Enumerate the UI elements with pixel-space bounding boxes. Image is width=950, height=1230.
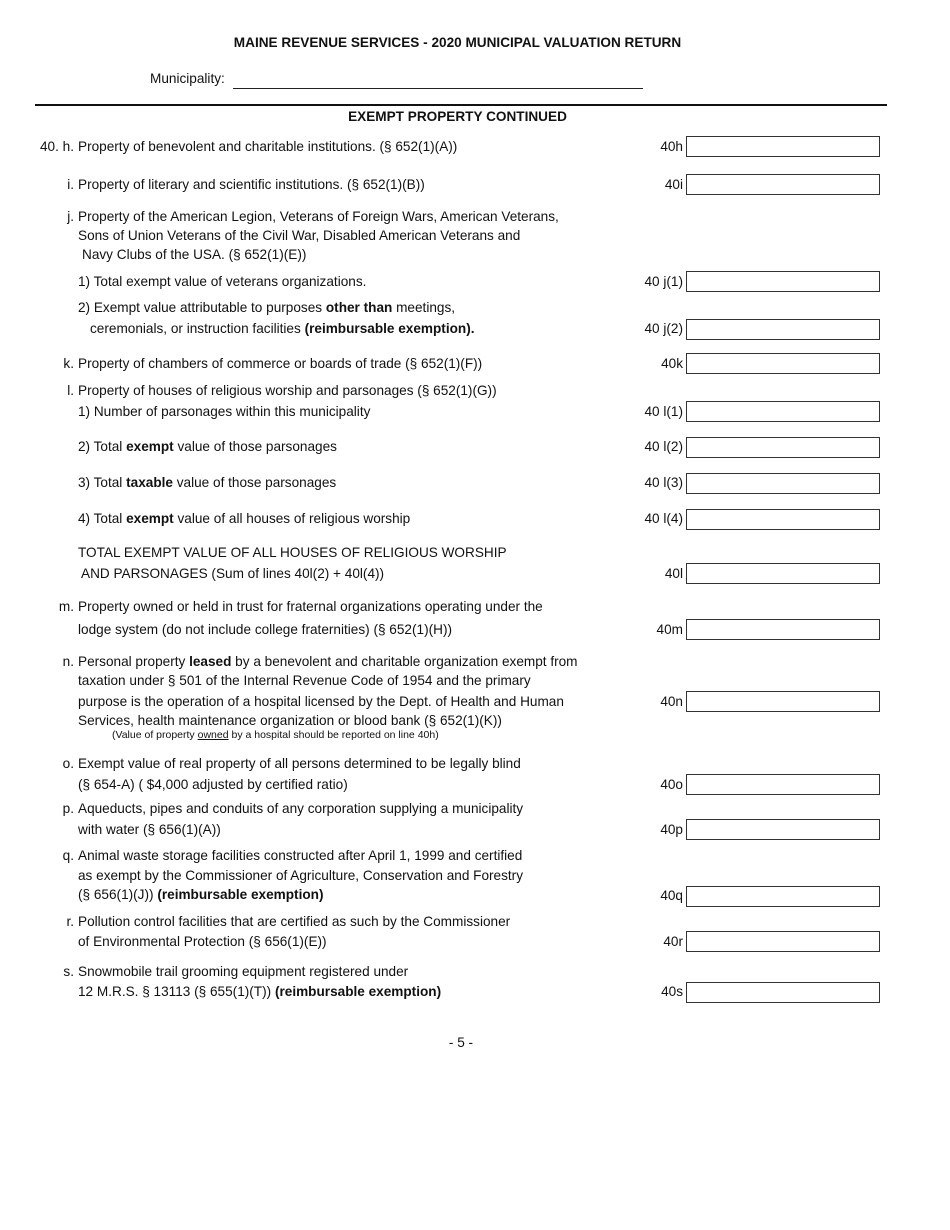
line-40q-input[interactable] xyxy=(686,886,880,907)
line-40l1-text: 1) Number of parsonages within this municipality xyxy=(78,404,371,419)
line-40k-text: Property of chambers of commerce or boards of trade (§ 652(1)(F)) xyxy=(78,356,483,371)
line-40o-number: o. xyxy=(62,756,74,771)
line-40q-number: q. xyxy=(62,848,74,863)
line-40r-input[interactable] xyxy=(686,931,880,952)
line-40l1-input[interactable] xyxy=(686,401,880,422)
line-40q-text-1: Animal waste storage facilities constructed after April 1, 1999 and certified xyxy=(78,848,523,863)
line-40n-text-4: Services, health maintenance organization or blood bank (§ 652(1)(K)) xyxy=(78,713,502,728)
line-40j2-input[interactable] xyxy=(686,319,880,340)
line-40h-code: 40h xyxy=(660,139,683,154)
line-40n-number: n. xyxy=(62,654,74,669)
line-40s-number: s. xyxy=(63,964,74,979)
line-40m-number: m. xyxy=(58,599,74,614)
line-40j1-text: 1) Total exempt value of veterans organizations. xyxy=(78,274,367,289)
line-40p-text-2: with water (§ 656(1)(A)) xyxy=(78,822,221,837)
line-40i-number: i. xyxy=(67,177,74,192)
line-40l4-text: 4) Total exempt value of all houses of religious worship xyxy=(78,511,411,526)
line-40n-note: (Value of property owned by a hospital should be reported on line 40h) xyxy=(112,729,439,741)
line-40r-text-1: Pollution control facilities that are certified as such by the Commissioner xyxy=(78,914,511,929)
line-40l3-input[interactable] xyxy=(686,473,880,494)
line-40p-number: p. xyxy=(62,801,74,816)
line-40o-input[interactable] xyxy=(686,774,880,795)
line-40l1-code: 40 l(1) xyxy=(644,404,683,419)
line-40j-text-2: Sons of Union Veterans of the Civil War, Disabled American Veterans and xyxy=(78,228,521,243)
line-40p-text-1: Aqueducts, pipes and conduits of any corporation supplying a municipality xyxy=(78,801,524,816)
line-40r-text-2: of Environmental Protection (§ 656(1)(E)) xyxy=(78,934,327,949)
line-40p-input[interactable] xyxy=(686,819,880,840)
line-40l-number: l. xyxy=(67,383,74,398)
line-40i-code: 40i xyxy=(664,177,683,192)
line-40n-code: 40n xyxy=(660,694,683,709)
line-40l3-text: 3) Total taxable value of those parsonages xyxy=(78,475,337,490)
line-40l-total-text-2: AND PARSONAGES (Sum of lines 40l(2) + 40l(4)) xyxy=(81,566,385,581)
line-40h-input[interactable] xyxy=(686,136,880,157)
line-40m-input[interactable] xyxy=(686,619,880,640)
section-title: EXEMPT PROPERTY CONTINUED xyxy=(348,109,567,124)
line-40l4-code: 40 l(4) xyxy=(644,511,683,526)
line-40j2-code: 40 j(2) xyxy=(644,321,683,336)
municipality-label: Municipality: xyxy=(150,71,225,86)
line-40q-code: 40q xyxy=(660,888,683,903)
line-40j2-text-2: ceremonials, or instruction facilities (reimbursable exemption). xyxy=(90,321,475,336)
line-40m-text-1: Property owned or held in trust for fraternal organizations operating under the xyxy=(78,599,543,614)
line-40n-text-2: taxation under § 501 of the Internal Revenue Code of 1954 and the primary xyxy=(78,673,531,688)
line-40j-number: j. xyxy=(67,209,74,224)
line-40l-text: Property of houses of religious worship and parsonages (§ 652(1)(G)) xyxy=(78,383,497,398)
line-40s-code: 40s xyxy=(661,984,683,999)
municipality-input[interactable] xyxy=(233,88,643,89)
line-40l2-text: 2) Total exempt value of those parsonages xyxy=(78,439,337,454)
line-40r-number: r. xyxy=(66,914,74,929)
line-40n-text-1: Personal property leased by a benevolent and charitable organization exempt from xyxy=(78,654,578,669)
line-40k-number: k. xyxy=(63,356,74,371)
line-40m-code: 40m xyxy=(656,622,683,637)
line-40h-number: 40. h. xyxy=(39,139,74,154)
line-40k-input[interactable] xyxy=(686,353,880,374)
line-40l2-code: 40 l(2) xyxy=(644,439,683,454)
line-40m-text-2: lodge system (do not include college fraternities) (§ 652(1)(H)) xyxy=(78,622,452,637)
line-40j1-code: 40 j(1) xyxy=(644,274,683,289)
line-40k-code: 40k xyxy=(661,356,683,371)
header-divider xyxy=(35,104,887,106)
line-40n-text-3: purpose is the operation of a hospital licensed by the Dept. of Health and Human xyxy=(78,694,564,709)
line-40s-input[interactable] xyxy=(686,982,880,1003)
line-40n-input[interactable] xyxy=(686,691,880,712)
line-40h-text: Property of benevolent and charitable institutions. (§ 652(1)(A)) xyxy=(78,139,458,154)
line-40j-text-3: Navy Clubs of the USA. (§ 652(1)(E)) xyxy=(82,247,307,262)
line-40o-text-2: (§ 654-A) ( $4,000 adjusted by certified ratio) xyxy=(78,777,348,792)
line-40l-total-text-1: TOTAL EXEMPT VALUE OF ALL HOUSES OF RELIGIOUS WORSHIP xyxy=(78,545,507,560)
line-40s-text-2: 12 M.R.S. § 13113 (§ 655(1)(T)) (reimbursable exemption) xyxy=(78,984,442,999)
line-40q-text-3: (§ 656(1)(J)) (reimbursable exemption) xyxy=(78,887,324,902)
line-40j-text-1: Property of the American Legion, Veterans of Foreign Wars, American Veterans, xyxy=(78,209,559,224)
line-40o-text-1: Exempt value of real property of all persons determined to be legally blind xyxy=(78,756,521,771)
line-40l-total-code: 40l xyxy=(664,566,683,581)
line-40l4-input[interactable] xyxy=(686,509,880,530)
line-40p-code: 40p xyxy=(660,822,683,837)
line-40i-text: Property of literary and scientific institutions. (§ 652(1)(B)) xyxy=(78,177,425,192)
line-40i-input[interactable] xyxy=(686,174,880,195)
line-40l3-code: 40 l(3) xyxy=(644,475,683,490)
line-40j1-input[interactable] xyxy=(686,271,880,292)
line-40o-code: 40o xyxy=(660,777,683,792)
line-40s-text-1: Snowmobile trail grooming equipment registered under xyxy=(78,964,409,979)
line-40l2-input[interactable] xyxy=(686,437,880,458)
line-40l-total-input[interactable] xyxy=(686,563,880,584)
line-40q-text-2: as exempt by the Commissioner of Agriculture, Conservation and Forestry xyxy=(78,868,524,883)
line-40j2-text-1: 2) Exempt value attributable to purposes other than meetings, xyxy=(78,300,456,315)
line-40r-code: 40r xyxy=(663,934,683,949)
form-title: MAINE REVENUE SERVICES - 2020 MUNICIPAL VALUATION RETURN xyxy=(233,35,682,50)
page-number: - 5 - xyxy=(448,1035,474,1050)
